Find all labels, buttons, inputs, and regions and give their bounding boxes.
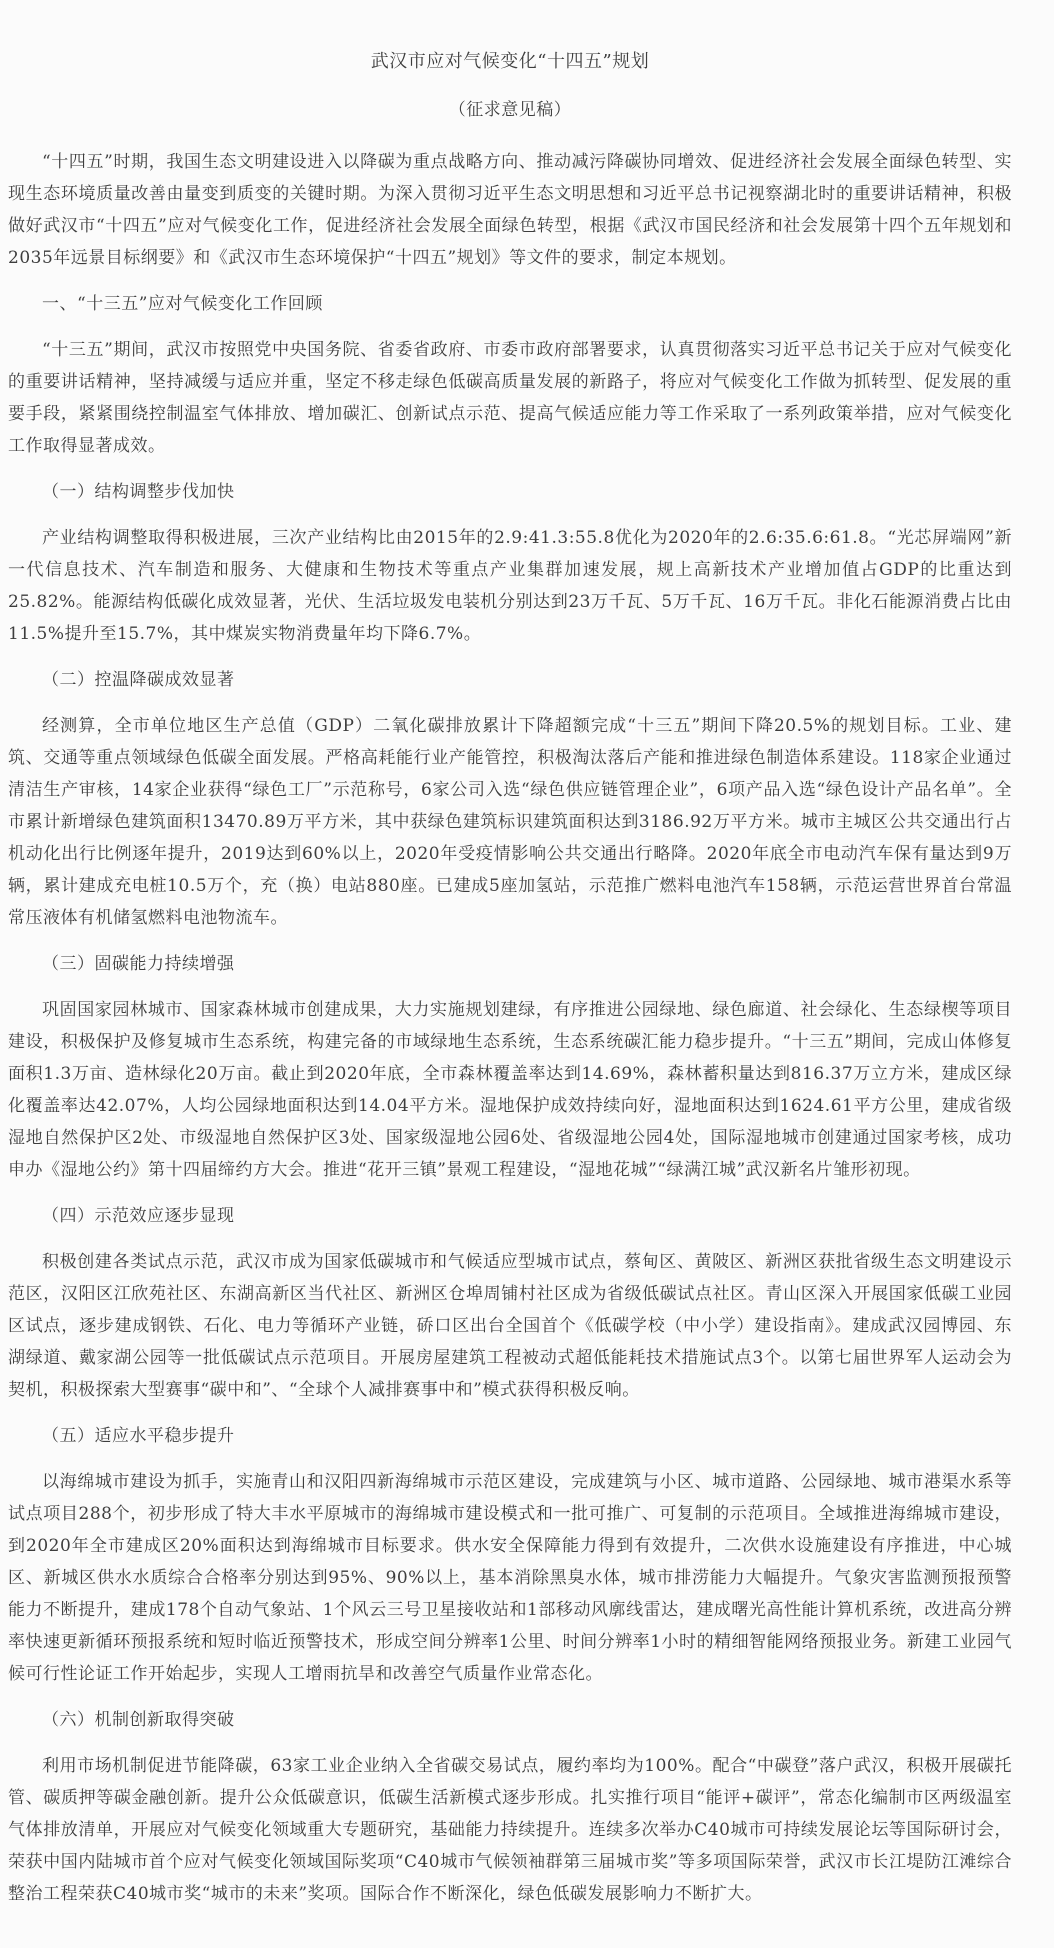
subsection-5-paragraph: 以海绵城市建设为抓手，实施青山和汉阳四新海绵城市示范区建设，完成建筑与小区、城市道路、公园绿地、城市港渠水系等试点项目288个，初步形成了特大丰水平原城市的海绵城市建设模式和一批可推广、可复制的示范项目。全域推进海绵城市建设，到2020年全市建成区20%面积达到海绵城市目标要求。供水安全保障能力得到有效提升，二次供水设施建设有序推进，中心城区、新城区供水水质综合合格率分别达到95%、90%以上，基本消除黑臭水体，城市排涝能力大幅提升。气象灾害监测预报预警能力不断提升，建成178个自动气象站、1个风云三号卫星接收站和1部移动风廓线雷达，建成曙光高性能计算机系统，改进高分辨率快速更新循环预报系统和短时临近预警技术，形成空间分辨率1公里、时间分辨率1小时的精细智能网络预报业务。新建工业园气候可行性论证工作开始起步，实现人工增雨抗旱和改善空气质量作业常态化。	[8, 1472, 1012, 1684]
subsection-4-heading: （四）示范效应逐步显现	[42, 1206, 235, 1226]
subsection-6-paragraph: 利用市场机制促进节能降碳，63家工业企业纳入全省碳交易试点，履约率均为100%。配合“中碳登”落户武汉，积极开展碳托管、碳质押等碳金融创新。提升公众低碳意识，低碳生活新模式逐步形成。扎实推行项目“能评+碳评”，常态化编制市区两级温室气体排放清单，开展应对气候变化领域重大专题研究，基础能力持续提升。连续多次举办C40城市可持续发展论坛等国际研讨会，荣获中国内陆城市首个应对气候变化领域国际奖项“C40城市气候领袖群第三届城市奖”等多项国际荣誉，武汉市长江堤防江滩综合整治工程荣获C40城市奖“城市的未来”奖项。国际合作不断深化，绿色低碳发展影响力不断扩大。	[8, 1756, 1012, 1904]
subsection-2-paragraph: 经测算，全市单位地区生产总值（GDP）二氧化碳排放累计下降超额完成“十三五”期间下降20.5%的规划目标。工业、建筑、交通等重点领域绿色低碳全面发展。严格高耗能行业产能管控，积极淘汰落后产能和推进绿色制造体系建设。118家企业通过清洁生产审核，14家企业获得“绿色工厂”示范称号，6家公司入选“绿色供应链管理企业”，6项产品入选“绿色设计产品名单”。全市累计新增绿色建筑面积13470.89万平方米，其中获绿色建筑标识建筑面积达到3186.92万平方米。城市主城区公共交通出行占机动化出行比例逐年提升，2019达到60%以上，2020年受疫情影响公共交通出行略降。2020年底全市电动汽车保有量达到9万辆，累计建成充电桩10.5万个，充（换）电站880座。已建成5座加氢站，示范推广燃料电池汽车158辆，示范运营世界首台常温常压液体有机储氢燃料电池物流车。	[8, 716, 1012, 928]
subsection-1-paragraph: 产业结构调整取得积极进展，三次产业结构比由2015年的2.9:41.3:55.8优化为2020年的2.6:35.6:61.8。“光芯屏端网”新一代信息技术、汽车制造和服务、大健康和生物技术等重点产业集群加速发展，规上高新技术产业增加值占GDP的比重达到25.82%。能源结构低碳化成效显著，光伏、生活垃圾发电装机分别达到23万千瓦、5万千瓦、16万千瓦。非化石能源消费占比由11.5%提升至15.7%，其中煤炭实物消费量年均下降6.7%。	[8, 528, 1012, 644]
section-1-lead-paragraph: “十三五”期间，武汉市按照党中央国务院、省委省政府、市委市政府部署要求，认真贯彻落实习近平总书记关于应对气候变化的重要讲话精神，坚持减缓与适应并重，坚定不移走绿色低碳高质量发展的新路子，将应对气候变化工作做为抓转型、促发展的重要手段，紧紧围绕控制温室气体排放、增加碳汇、创新试点示范、提高气候适应能力等工作采取了一系列政策举措，应对气候变化工作取得显著成效。	[8, 340, 1012, 456]
intro-paragraph: “十四五”时期，我国生态文明建设进入以降碳为重点战略方向、推动减污降碳协同增效、促进经济社会发展全面绿色转型、实现生态环境质量改善由量变到质变的关键时期。为深入贯彻习近平生态文明思想和习近平总书记视察湖北时的重要讲话精神，积极做好武汉市“十四五”应对气候变化工作，促进经济社会发展全面绿色转型，根据《武汉市国民经济和社会发展第十四个五年规划和2035年远景目标纲要》和《武汉市生态环境保护“十四五”规划》等文件的要求，制定本规划。	[8, 152, 1012, 268]
subsection-2-heading: （二）控温降碳成效显著	[42, 670, 235, 690]
subsection-3-paragraph: 巩固国家园林城市、国家森林城市创建成果，大力实施规划建绿，有序推进公园绿地、绿色廊道、社会绿化、生态绿楔等项目建设，积极保护及修复城市生态系统，构建完备的市域绿地生态系统，生态系统碳汇能力稳步提升。“十三五”期间，完成山体修复面积1.3万亩、造林绿化20万亩。截止到2020年底，全市森林覆盖率达到14.69%，森林蓄积量达到816.37万立方米，建成区绿化覆盖率达42.07%，人均公园绿地面积达到14.04平方米。湿地保护成效持续向好，湿地面积达到1624.61平方公里，建成省级湿地自然保护区2处、市级湿地自然保护区3处、国家级湿地公园6处、省级湿地公园4处，国际湿地城市创建通过国家考核，成功申办《湿地公约》第十四届缔约方大会。推进“花开三镇”景观工程建设，“湿地花城”“绿满江城”武汉新名片雏形初现。	[8, 1000, 1012, 1180]
subsection-3-heading: （三）固碳能力持续增强	[42, 954, 235, 974]
subsection-4-paragraph: 积极创建各类试点示范，武汉市成为国家低碳城市和气候适应型城市试点，蔡甸区、黄陂区、新洲区获批省级生态文明建设示范区，汉阳区江欣苑社区、东湖高新区当代社区、新洲区仓埠周铺村社区成为省级低碳试点社区。青山区深入开展国家低碳工业园区试点，逐步建成钢铁、石化、电力等循环产业链，硚口区出台全国首个《低碳学校（中小学）建设指南》。建成武汉园博园、东湖绿道、戴家湖公园等一批低碳试点示范项目。开展房屋建筑工程被动式超低能耗技术措施试点3个。以第七届世界军人运动会为契机，积极探索大型赛事“碳中和”、“全球个人减排赛事中和”模式获得积极反响。	[8, 1252, 1012, 1400]
subsection-5-heading: （五）适应水平稳步提升	[42, 1426, 235, 1446]
doc-subtitle: （征求意见稿）	[448, 100, 572, 120]
subsection-6-heading: （六）机制创新取得突破	[42, 1710, 235, 1730]
section-1-heading: 一、“十三五”应对气候变化工作回顾	[42, 294, 323, 314]
subsection-1-heading: （一）结构调整步伐加快	[42, 482, 235, 502]
doc-title: 武汉市应对气候变化“十四五”规划	[370, 51, 650, 72]
